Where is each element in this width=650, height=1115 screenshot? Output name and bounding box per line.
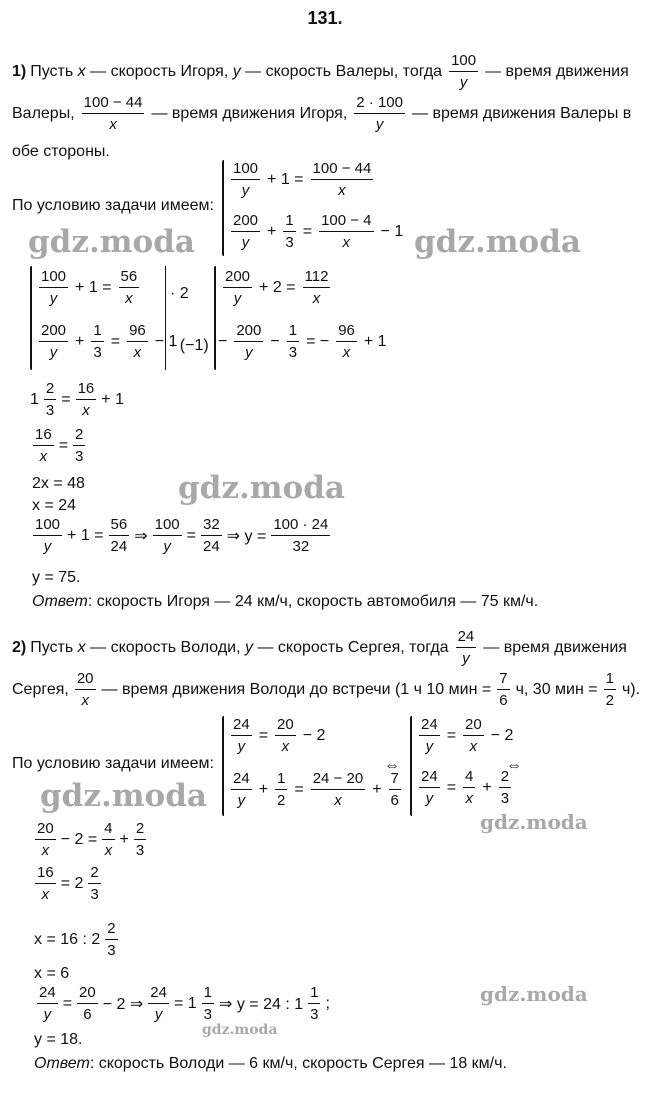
p1-step2: $\frac{16}{x}$ = $\frac{2}{3}$: [35, 426, 84, 465]
system-brace: [222, 716, 224, 816]
system-brace: [222, 160, 224, 256]
p1-text: Пусть: [30, 62, 78, 80]
p2-answer: [34, 1054, 507, 1074]
p1-step3: 2x = 48: [32, 475, 85, 492]
p2-step6: y = 18.: [34, 1031, 83, 1048]
var-x: x: [77, 638, 86, 656]
var-y: y: [232, 62, 241, 80]
p1-step6: y = 75.: [32, 569, 81, 586]
watermark: gdz.moda: [414, 224, 581, 260]
answer-label: Ответ: [34, 1055, 90, 1072]
p1-text: — время движения: [485, 62, 629, 80]
watermark: gdz.moda: [28, 224, 195, 260]
p2-sys2-eq2: $\frac{24}{y}$ = $\frac{4}{x}$ + $\frac{2}{3}$: [421, 768, 510, 807]
p1-answer: [32, 592, 538, 612]
fraction: 100 − 44 x: [83, 94, 143, 133]
p1-sys1-eq2: 200 y + $\frac{1}{3}$ = $\frac{100 - 4}{x}$ − 1: [233, 212, 404, 251]
p1-sys2-eq1: 100 y + 1 = $\frac{56}{x}$: [41, 268, 138, 307]
watermark: gdz.moda: [480, 982, 588, 1006]
fraction: 24 y: [457, 628, 475, 667]
p1-sys3-eq1: 200 y + 2 = $\frac{112}{x}$: [225, 268, 329, 307]
p2-label: 2): [12, 638, 27, 656]
p1-multiplier-2: · (−1): [170, 337, 209, 354]
watermark: gdz.moda: [40, 778, 207, 814]
answer-text: : скорость Володи — 6 км/ч, скорость Сергея — 18 км/ч.: [89, 1055, 507, 1072]
p2-step1: 20 x − 2 = $\frac{4}{x}$ + $\frac{2}{3}$: [37, 820, 145, 859]
watermark: gdz.moda: [480, 810, 588, 834]
p1-sys2-eq2: 200 y + $\frac{1}{3}$ = $\frac{96}{x}$ − 1: [41, 322, 178, 361]
answer-label: Ответ: [32, 593, 88, 610]
p1-step1: 1 $\frac{2}{3}$ = $\frac{16}{x}$ + 1: [30, 380, 124, 419]
page-number: 131.: [307, 8, 343, 28]
p2-step5: $\frac{24}{y}$ = $\frac{20}{6}$ − 2 ⇒ $\frac{24}{y}$ = 1 1 3 ⇒ y = 24 : 1 1 3 ;: [39, 984, 330, 1023]
answer-text: : скорость Игоря — 24 км/ч, скорость автомобиля — 75 км/ч.: [87, 593, 539, 610]
watermark: gdz.moda: [202, 1022, 278, 1038]
p1-sys3-eq2: − $\frac{200}{y}$ − $\frac{1}{3}$ = − $\frac{96}{x}$ + 1: [218, 322, 387, 361]
system-brace: [30, 266, 32, 370]
p2-sys1-eq2: 24 y + $\frac{1}{2}$ = $\frac{24 - 20}{x}$ + $\frac{7}{6}$: [233, 770, 399, 809]
fraction: 100 y: [451, 52, 477, 91]
equiv-1: ⇔: [384, 757, 400, 774]
p1-label: 1): [12, 62, 27, 80]
p2-step2: $\frac{16}{x}$ = 2 2 3: [37, 864, 99, 903]
multiplier-bar: [165, 266, 166, 370]
p2-sys2-eq1: $\frac{24}{y}$ = $\frac{20}{x}$ − 2: [421, 716, 514, 755]
p2-line1: 2) Пусть x — скорость Володи, y — скорость Сергея, тогда 24 y — время движения: [12, 628, 627, 667]
p1-text: — скорость Валеры, тогда: [240, 62, 443, 80]
p1-sys1-eq1: 100 y + 1 = $\frac{100 - 44}{x}$: [233, 160, 372, 199]
var-y: y: [245, 638, 253, 656]
p1-line1: [12, 52, 629, 91]
p1-step4: x = 24: [32, 497, 77, 514]
p1-step5: 100 y + 1 = $\frac{56}{24}$ ⇒ $\frac{100}{y}$ = $\frac{32}{24}$ ⇒ y = $\frac{100 \cdot 24}{32}$: [35, 516, 329, 555]
p1-text: Валеры,: [12, 104, 75, 122]
p2-sys1-eq1: $\frac{24}{y}$ = $\frac{20}{x}$ − 2: [233, 716, 326, 755]
system-brace: [214, 266, 216, 370]
p2-step3: x = 16 : 2 2 3: [34, 920, 116, 959]
p1-text: — скорость Игоря,: [85, 62, 233, 80]
p1-text: — время движения Валеры в: [412, 104, 632, 122]
p2-step4: x = 6: [34, 965, 70, 982]
watermark: gdz.moda: [178, 470, 345, 506]
equiv-2: ⇔: [506, 757, 522, 774]
p1-text: — время движения Игоря,: [151, 104, 348, 122]
p1-multiplier-1: · 2: [170, 285, 189, 302]
fraction: 2 · 100 y: [356, 94, 403, 133]
p1-line2: [12, 94, 631, 133]
p1-condition-label: По условию задачи имеем:: [12, 197, 214, 214]
p1-line3: обе стороны.: [12, 143, 110, 160]
system-brace: [410, 716, 412, 816]
p2-line2: Сергея, 20 x — время движения Володи до встречи (1 ч 10 мин = $\frac{7}{6}$ ч, 30 мин = $\frac{1}{2}$ ч).: [12, 670, 641, 709]
p2-condition-label: По условию задачи имеем:: [12, 755, 214, 772]
var-x: x: [77, 62, 86, 80]
